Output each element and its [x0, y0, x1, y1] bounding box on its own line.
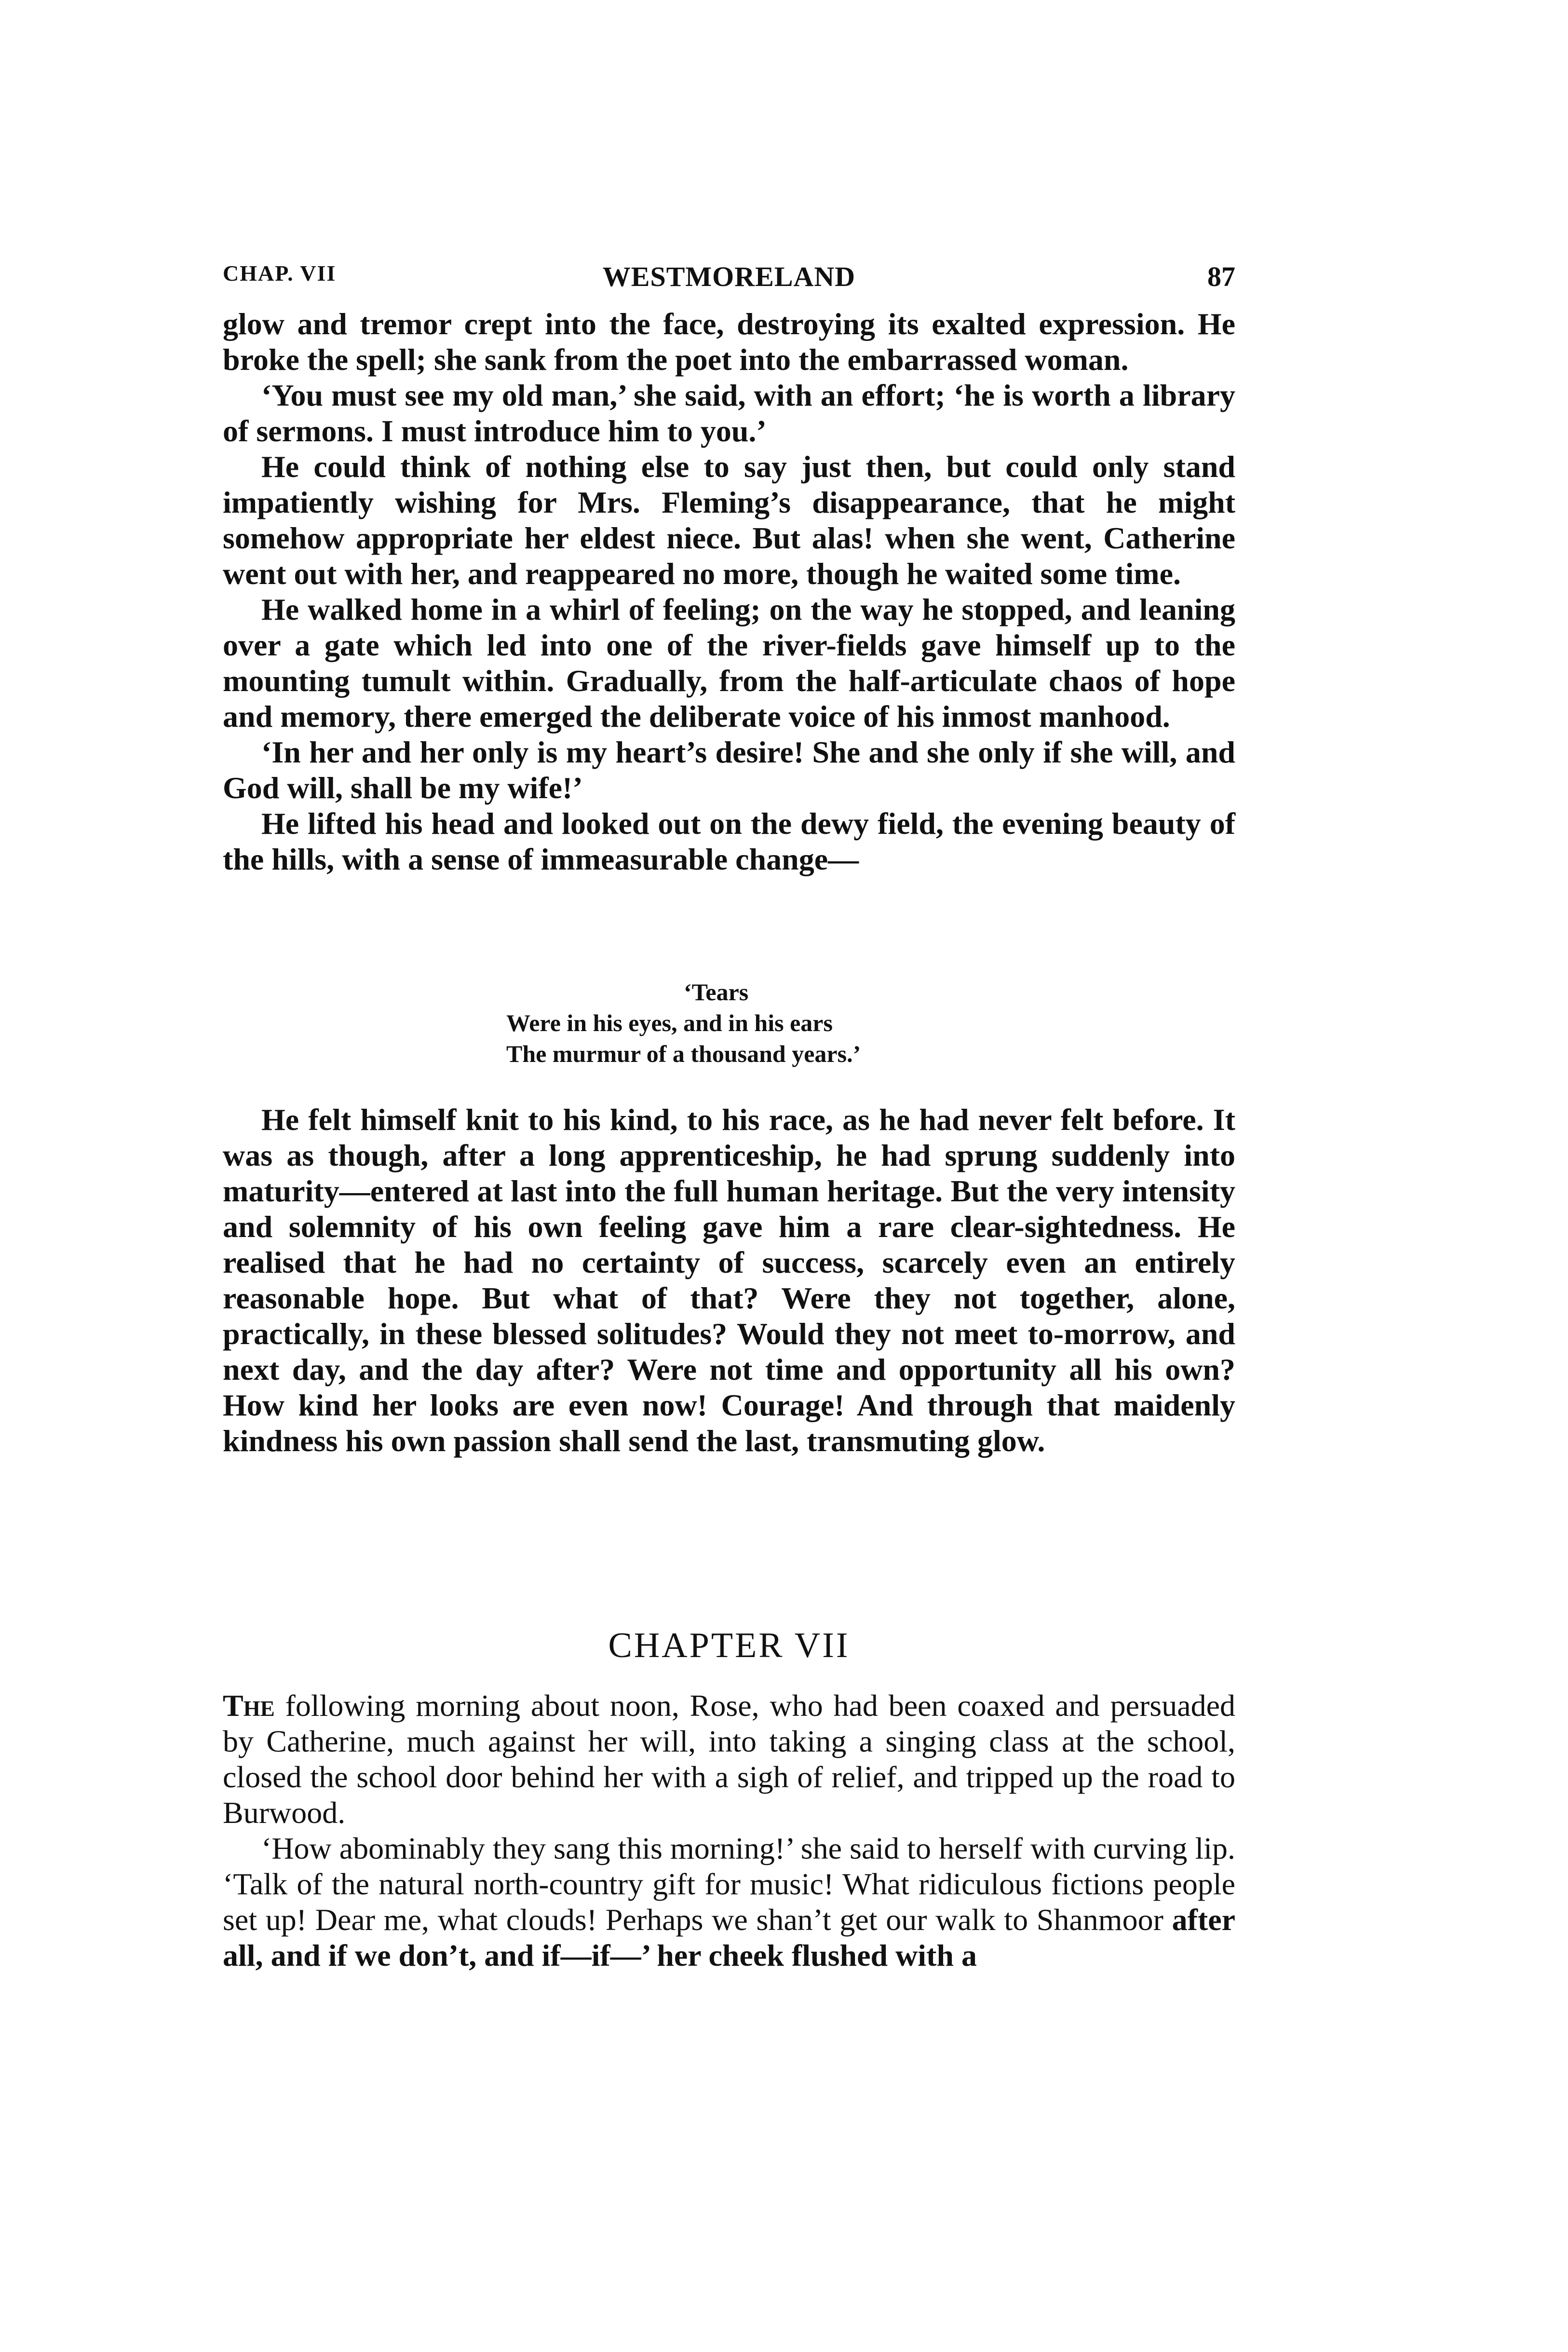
paragraph-text: ‘How abominably they sang this morning!’ she said to herself with curving lip. ‘Talk of the natural north-country gift for music! What ridiculous fictions people set up! Dear me, what clouds! Perhaps we shan’t get our walk to Shanmoor [223, 1831, 1235, 1937]
page-number: 87 [1207, 261, 1235, 292]
top-text-block [223, 306, 1235, 877]
paragraph-tail: after all, and if we don’t, and if—if—’ her cheek flushed with a [223, 1903, 1235, 1972]
paragraph: He lifted his head and looked out on the dewy field, the evening beauty of the hills, with a sense of immeasurable change— [223, 806, 1235, 876]
chapter-text-block [223, 1688, 1235, 1973]
paragraph: ‘You must see my old man,’ she said, with an effort; ‘he is worth a library of sermons. I must introduce him to you.’ [223, 378, 1235, 448]
paragraph [223, 1831, 1235, 1973]
paragraph: He felt himself knit to his kind, to his race, as he had never felt before. It was as though, after a long apprenticeship, he had sprung suddenly into maturity—entered at last into the full human heritage. But the very intensity and solemnity of his own feeling gave him a rare clear-sightedness. He realised that he had no certainty of success, scarcely even an entirely reasonable hope. But what of that? Were they not together, alone, practically, in these blessed solitudes? Would they not meet to-morrow, and next day, and the day after? Were not time and opportunity all his own? How kind her looks are even now! Courage! And through that maidenly kindness his own passion shall send the last, transmuting glow. [223, 1102, 1235, 1458]
running-title: WESTMORELAND [602, 261, 856, 292]
running-head [223, 260, 1235, 294]
middle-text-block [223, 1102, 1235, 1459]
verse-line: ‘Tears [684, 979, 749, 1006]
paragraph: He walked home in a whirl of feeling; on the way he stopped, and leaning over a gate which led into one of the river-fields gave himself up to the mounting tumult within. Gradually, from the half-articulate chaos of hope and memory, there emerged the deliberate voice of his inmost manhood. [223, 592, 1235, 734]
paragraph: He could think of nothing else to say just then, but could only stand impatiently wishing for Mrs. Fleming’s disappearance, that he might somehow appropriate her eldest niece. But alas! when she went, Catherine went out with her, and reappeared no more, though he waited some time. [223, 449, 1235, 591]
chapter-heading: CHAPTER VII [608, 1626, 850, 1665]
verse-line: The murmur of a thousand years.’ [506, 1040, 861, 1067]
paragraph: ‘In her and her only is my heart’s desire! She and she only if she will, and God will, shall be my wife!’ [223, 735, 1235, 805]
verse-quotation [492, 977, 1070, 1069]
verse-line: Were in his eyes, and in his ears [506, 1009, 833, 1036]
chapter-marker: CHAP. VII [223, 261, 337, 286]
paragraph-text: following morning about noon, Rose, who had been coaxed and persuaded by Catherine, much against her will, into taking a singing class at the school, closed the school door behind her with a sigh of relief, and tripped up the road to Burwood. [223, 1688, 1235, 1830]
chapter-opening-paragraph [223, 1688, 1235, 1831]
paragraph: glow and tremor crept into the face, destroying its exalted expression. He broke the spell; she sank from the poet into the embarrassed woman. [223, 307, 1235, 377]
drop-word: The [223, 1688, 275, 1723]
